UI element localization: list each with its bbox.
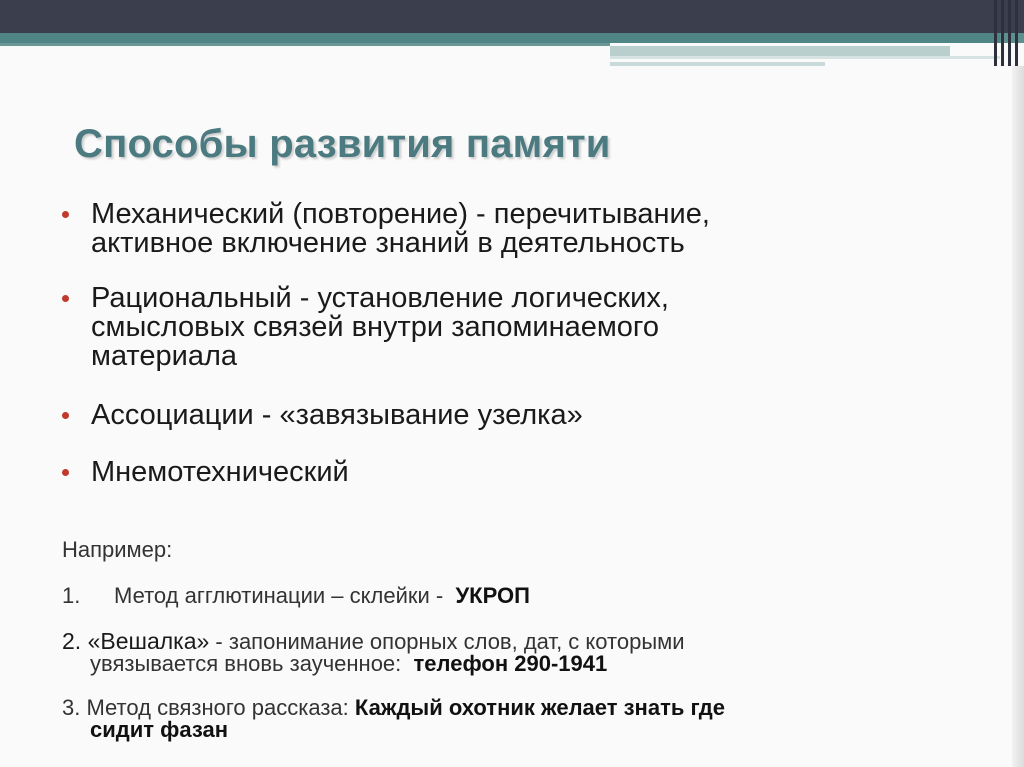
example-text: Метод агглютинации – склейки - — [114, 583, 444, 608]
bullet-item — [62, 401, 892, 430]
example-keyword: телефон 290-1941 — [413, 651, 608, 676]
header-stripe — [1015, 0, 1018, 66]
example-keyword: УКРОП — [455, 583, 530, 608]
bullet-dot-icon — [62, 412, 69, 419]
slide-title: Способы развития памяти — [74, 122, 611, 166]
bullet-text-line: Ассоциации - «завязывание узелка» — [91, 399, 583, 431]
example-lead: 2. «Вешалка» — [62, 628, 210, 654]
bullet-text-line: Механический (повторение) - перечитывание, — [91, 198, 710, 230]
header-band-dark — [0, 0, 1024, 33]
header-accent-light — [610, 46, 950, 56]
header-stripe — [1008, 0, 1011, 66]
header-accent-line — [0, 43, 610, 46]
bullet-dot-icon — [62, 295, 69, 302]
header-accent-light-short — [610, 62, 825, 66]
header-accent-light-thin — [610, 56, 1000, 59]
example-label: Например: — [62, 537, 173, 562]
bullet-item — [62, 200, 892, 258]
bullet-item — [62, 458, 892, 487]
bullet-text-line: активное включение знаний в деятельность — [91, 227, 685, 259]
header-stripe — [1001, 0, 1004, 66]
bullet-text-line: материала — [91, 340, 238, 372]
example-text: - запонимание опорных слов, дат, с которыми — [209, 629, 685, 654]
bullet-text-line: Мнемотехнический — [91, 456, 349, 488]
bullet-dot-icon — [62, 211, 69, 218]
bullet-dot-icon — [62, 469, 69, 476]
header-stripe — [994, 0, 997, 66]
bullet-list — [62, 200, 892, 514]
bullet-text-line: смысловых связей внутри запоминаемого — [91, 311, 659, 343]
example-text: 3. Метод связного рассказа: — [62, 695, 349, 720]
bullet-item — [62, 284, 892, 371]
example-number: 1. — [62, 583, 81, 608]
example-keyword: Каждый охотник желает знать где — [354, 695, 726, 720]
bullet-text-line: Рациональный - установление логических, — [91, 282, 669, 314]
example-item-2 — [62, 630, 862, 675]
example-item-3 — [62, 697, 902, 741]
right-edge-shadow — [1012, 66, 1024, 767]
example-item-1 — [62, 583, 530, 609]
example-text: увязывается вновь заученное: — [90, 651, 402, 676]
header-band-teal — [0, 33, 1000, 43]
example-keyword: сидит фазан — [90, 717, 229, 742]
